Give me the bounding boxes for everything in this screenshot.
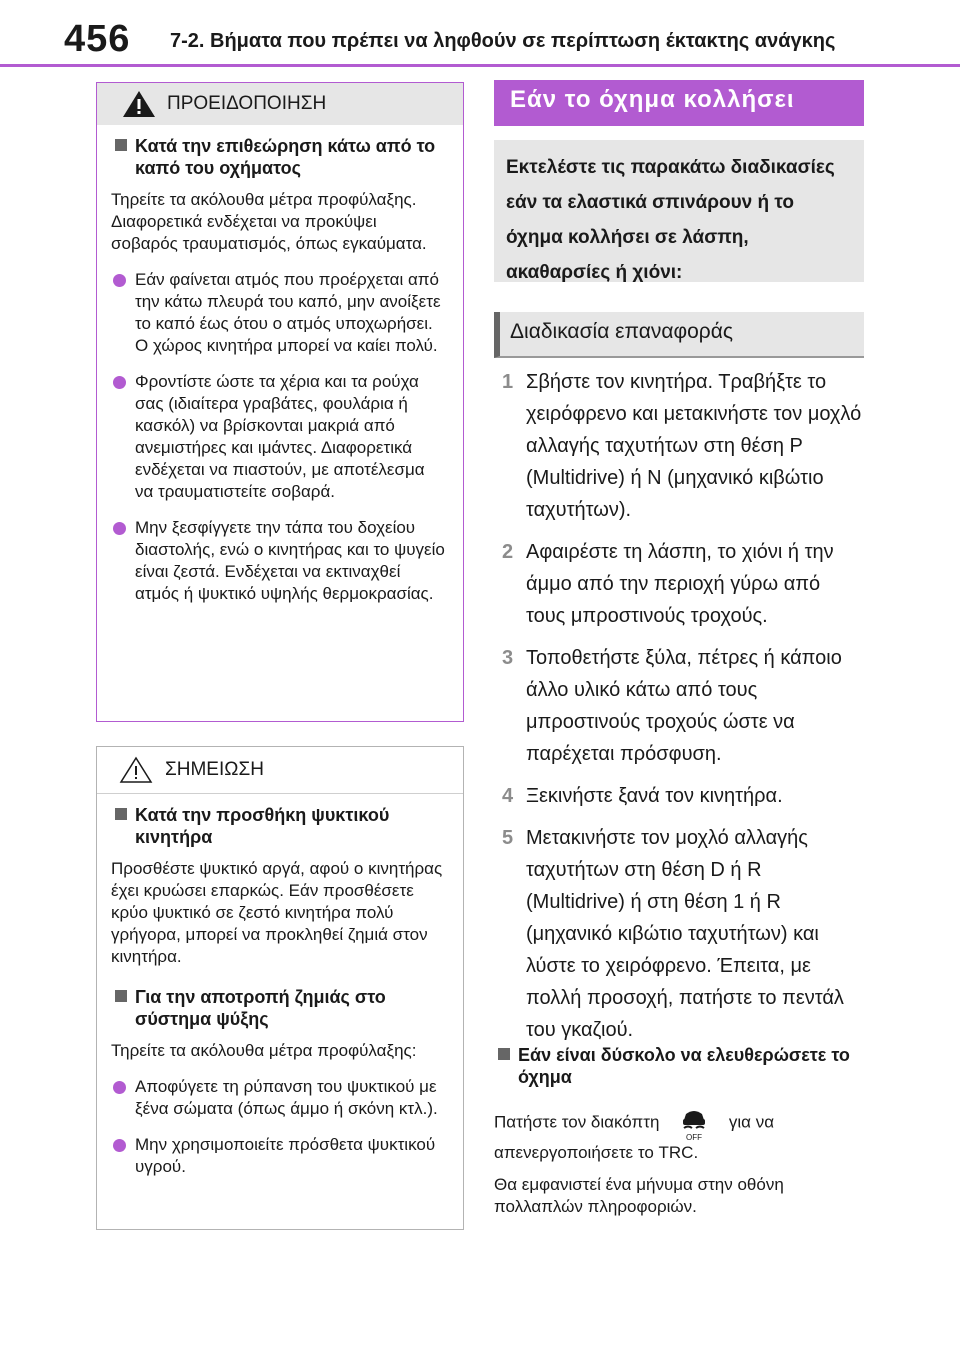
trc-icon-label: OFF: [686, 1133, 703, 1142]
note-bullet: Μην χρησιμοποιείτε πρόσθετα ψυκτικού υγρού.: [111, 1134, 447, 1178]
step-number: 4: [502, 785, 514, 807]
step-text: Ξεκινήστε ξανά τον κινητήρα.: [526, 785, 783, 807]
procedure-steps: [494, 366, 864, 1056]
warning-box: [96, 82, 464, 722]
warning-header: [97, 83, 463, 125]
step-number: 5: [502, 827, 514, 849]
step-item: [494, 366, 864, 526]
warning-paragraph: Τηρείτε τα ακόλουθα μέτρα προφύλαξης. Διαφορετικά ενδέχεται να προκύψει σοβαρός τραυματισμός, όπως εγκαύματα.: [111, 190, 427, 253]
step-text: Μετακινήστε τον μοχλό αλλαγής ταχυτήτων στη θέση D ή R (Multidrive) ή στη θέση 1 ή R (μηχανικό κιβώτιο ταχυτήτων) και λύστε το χειρόφρενο. Έπειτα, με πολλή προσοχή, πατήστε το πεντάλ του γκαζιού.: [526, 827, 844, 1041]
warning-bullet: Φροντίστε ώστε τα χέρια και τα ρούχα σας (ιδιαίτερα γραβάτες, φουλάρια ή κασκόλ) να βρίσκονται μακριά από ανεμιστήρες και ιμάντες. Διαφορετικά ενδέχεται να πιαστούν, με αποτέλεσμα να τραυματιστείτε σοβαρά.: [111, 371, 447, 503]
warning-title: ΠΡΟΕΙΔΟΠΟΙΗΣΗ: [167, 93, 327, 114]
step-item: [494, 780, 864, 812]
warning-bullet: Εάν φαίνεται ατμός που προέρχεται από την κάτω πλευρά του καπό, μην ανοίξετε το καπό έως ότου ο ατμός υποχωρήσει. Ο χώρος κινητήρα μπορεί να καίει πολύ.: [111, 269, 447, 357]
page-header: [0, 0, 960, 66]
caution-triangle-icon: [119, 755, 153, 785]
note-paragraph: Προσθέστε ψυκτικό αργά, αφού ο κινητήρας έχει κρυώσει επαρκώς. Εάν προσθέσετε κρύο ψυκτικό σε ζεστό κινητήρα πολύ γρήγορα, μπορεί να προκληθεί ζημιά στον κινητήρα.: [111, 859, 443, 966]
step-number: 3: [502, 647, 514, 669]
trc-text-before: Πατήστε τον διακόπτη: [494, 1112, 660, 1132]
step-number: 1: [502, 371, 514, 393]
header-rule: [0, 64, 960, 67]
note-header: [97, 747, 463, 794]
extra-subheading: Εάν είναι δύσκολο να ελευθερώσετε το όχημα: [494, 1044, 864, 1088]
extra-paragraph: Θα εμφανιστεί ένα μήνυμα στην οθόνη πολλαπλών πληροφοριών.: [494, 1175, 784, 1216]
procedure-heading: Διαδικασία επαναφοράς: [494, 312, 864, 358]
section-intro: Εκτελέστε τις παρακάτω διαδικασίες εάν τα ελαστικά σπινάρουν ή το όχημα κολλήσει σε λάσπη, ακαθαρσίες ή χιόνι:: [494, 140, 864, 282]
step-item: [494, 642, 864, 770]
trc-off-icon: [676, 1104, 712, 1142]
note-subheading: Κατά την προσθήκη ψυκτικού κινητήρα: [111, 804, 447, 848]
note-box: [96, 746, 464, 1230]
extra-section: [494, 1044, 864, 1218]
step-text: Αφαιρέστε τη λάσπη, το χιόνι ή την άμμο από την περιοχή γύρω από τους μπροστινούς τροχούς.: [526, 541, 834, 627]
step-text: Σβήστε τον κινητήρα. Τραβήξτε το χειρόφρενο και μετακινήστε τον μοχλό αλλαγής ταχυτήτων στη θέση P (Multidrive) ή N (μηχανικό κιβώτιο ταχυτήτων).: [526, 371, 862, 521]
note-title: ΣΗΜΕΙΩΣΗ: [165, 759, 264, 780]
step-item: [494, 536, 864, 632]
note-bullet: Αποφύγετε τη ρύπανση του ψυκτικού με ξένα σώματα (όπως άμμο ή σκόνη κτλ.).: [111, 1076, 447, 1120]
trc-instruction: [494, 1104, 864, 1164]
warning-triangle-icon: [121, 89, 157, 119]
trc-text-after: για να απενεργοποιήσετε το TRC.: [494, 1112, 775, 1162]
step-text: Τοποθετήστε ξύλα, πέτρες ή κάποιο άλλο υλικό κάτω από τους μπροστινούς τροχούς ώστε να παρέχεται πρόσφυση.: [526, 647, 842, 765]
section-title: Εάν το όχημα κολλήσει: [494, 80, 864, 126]
note-paragraph: Τηρείτε τα ακόλουθα μέτρα προφύλαξης:: [111, 1041, 417, 1060]
step-item: [494, 822, 864, 1046]
chapter-title: 7-2. Βήματα που πρέπει να ληφθούν σε περίπτωση έκτακτης ανάγκης: [170, 30, 836, 52]
page-number: 456: [64, 18, 131, 60]
warning-subheading: Κατά την επιθεώρηση κάτω από το καπό του οχήματος: [111, 135, 447, 179]
warning-bullet: Μην ξεσφίγγετε την τάπα του δοχείου διαστολής, ενώ ο κινητήρας και το ψυγείο είναι ζεστά. Ενδέχεται να εκτιναχθεί ατμός ή ψυκτικό υψηλής θερμοκρασίας.: [111, 517, 447, 605]
step-number: 2: [502, 541, 514, 563]
note-subheading: Για την αποτροπή ζημιάς στο σύστημα ψύξης: [111, 986, 447, 1030]
